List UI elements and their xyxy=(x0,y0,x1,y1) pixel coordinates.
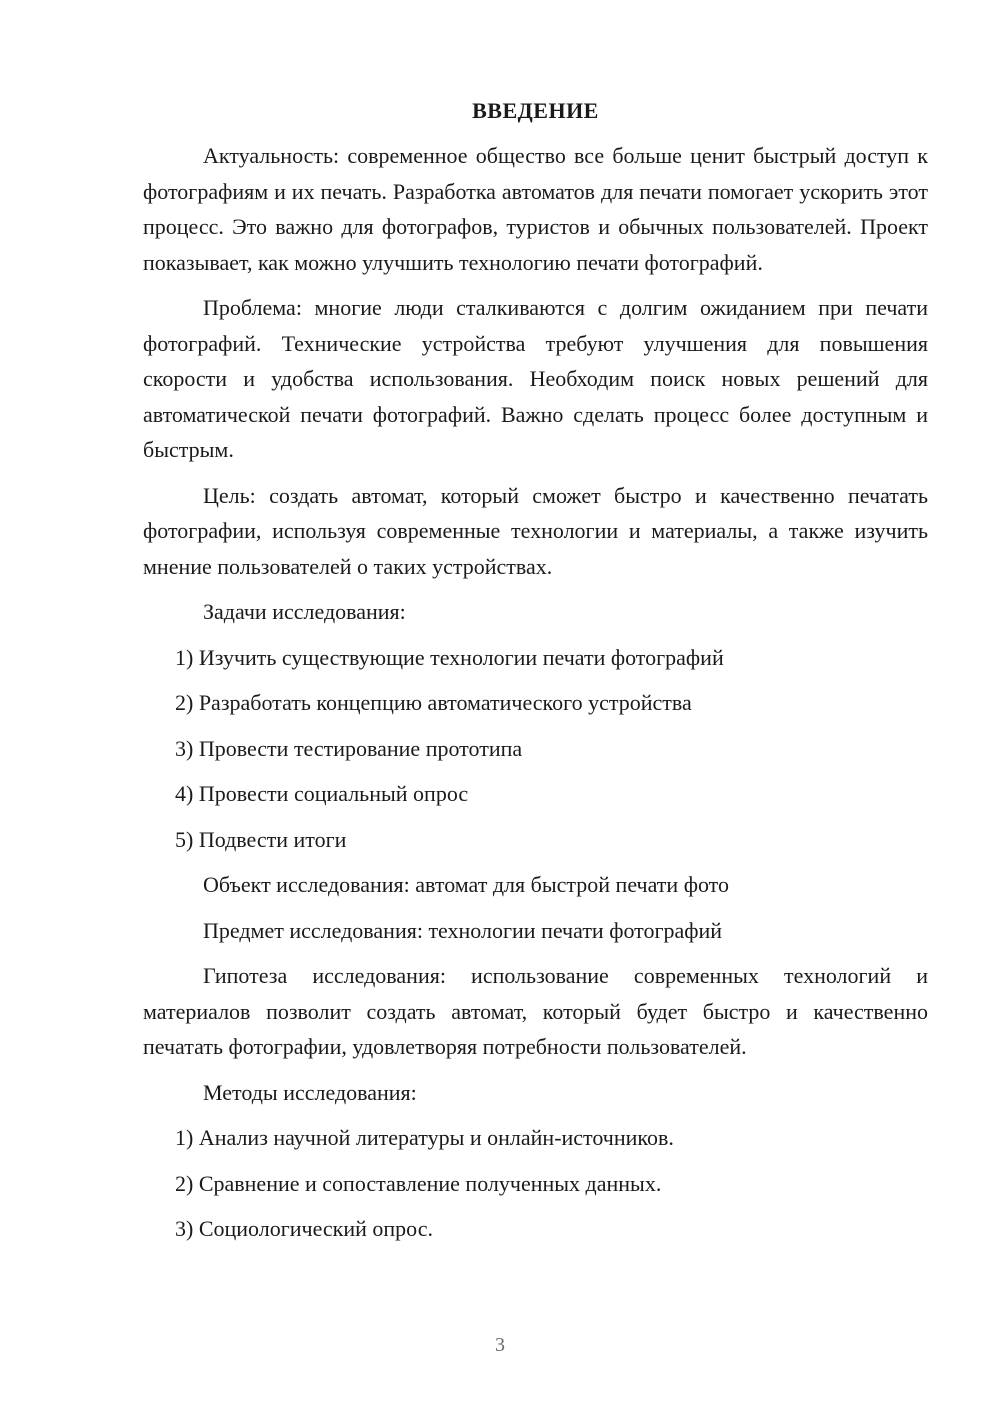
tasks-list xyxy=(143,640,928,858)
research-subject: Предмет исследования: технологии печати фотографий xyxy=(203,917,723,943)
problem-paragraph: Проблема: многие люди сталкиваются с долгим ожиданием при печати фотографий. Технические устройства требуют улучшения для повышения скорости и удобства использования. Необходим поиск новых решений для автоматической печати фотографий. Важно сделать процесс более доступным и быстрым. xyxy=(143,295,928,462)
tasks-heading: Задачи исследования: xyxy=(203,599,406,624)
goal-paragraph: Цель: создать автомат, который сможет быстро и качественно печатать фотографии, используя современные технологии и материалы, а также изучить мнение пользователей о таких устройствах. xyxy=(143,482,928,579)
task-item: 1) Изучить существующие технологии печати фотографий xyxy=(175,644,724,670)
page-number: 3 xyxy=(495,1334,505,1356)
task-item: 5) Подвести итоги xyxy=(175,826,347,852)
relevance-paragraph: Актуальность: современное общество все больше ценит быстрый доступ к фотографиям и их печать. Разработка автоматов для печати помогает ускорить этот процесс. Это важно для фотографов, туристов и обычных пользователей. Проект показывает, как можно улучшить технологию печати фотографий. xyxy=(143,143,928,275)
task-item: 3) Провести тестирование прототипа xyxy=(175,735,523,761)
section-title: ВВЕДЕНИЕ xyxy=(472,98,599,123)
task-item: 4) Провести социальный опрос xyxy=(175,781,469,806)
method-item: 1) Анализ научной литературы и онлайн-источников. xyxy=(175,1125,674,1150)
methods-list xyxy=(143,1120,928,1247)
method-item: 2) Сравнение и сопоставление полученных данных. xyxy=(175,1170,662,1196)
method-item: 3) Социологический опрос. xyxy=(175,1216,433,1241)
methods-heading: Методы исследования: xyxy=(203,1079,417,1105)
task-item: 2) Разработать концепцию автоматического устройства xyxy=(175,690,692,715)
page-content xyxy=(143,96,928,1257)
hypothesis-paragraph: Гипотеза исследования: использование современных технологий и материалов позволит создать автомат, который будет быстро и качественно печатать фотографии, удовлетворяя потребности пользователей. xyxy=(143,963,928,1059)
research-object: Объект исследования: автомат для быстрой печати фото xyxy=(203,872,729,897)
